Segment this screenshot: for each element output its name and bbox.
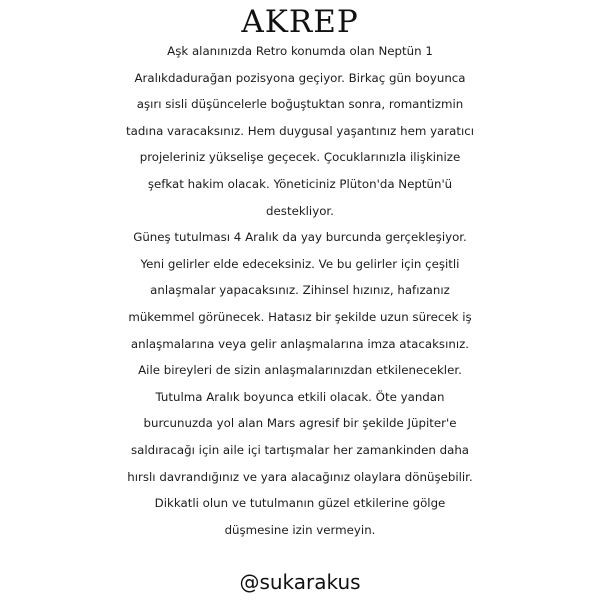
text-line: projeleriniz yükselişe geçecek. Çocuklarınızla ilişkinize: [139, 150, 461, 165]
text-line: tadına varacaksınız. Hem duygusal yaşantınız hem yaratıcı: [125, 123, 475, 138]
text-line: anlaşmalarına veya gelir anlaşmalarına imza atacaksınız.: [130, 336, 470, 351]
text-line: hırslı davrandığınız ve yara alacağınız olaylara dönüşebilir.: [127, 469, 473, 484]
text-line: Aile bireyleri de sizin anlaşmalarınızdan etkilenecekler.: [138, 363, 462, 378]
text-line: aşırı sisli düşüncelerle boğuştuktan sonra, romantizmin: [136, 97, 464, 112]
text-line: mükemmel görünecek. Hatasız bir şekilde uzun sürecek iş: [128, 309, 472, 324]
text-line: Güneş tutulması 4 Aralık da yay burcunda gerçekleşiyor.: [133, 230, 467, 245]
text-line: burcunuzda yol alan Mars agresif bir şekilde Jüpiter'e: [143, 416, 457, 431]
text-line: Yeni gelirler elde edeceksiniz. Ve bu gelirler için çeşitli: [140, 256, 460, 271]
text-line: Dikkatli olun ve tutulmanın güzel etkilerine gölge: [154, 496, 446, 511]
text-line: şefkat hakim olacak. Yöneticiniz Plüton'da Neptün'ü: [147, 176, 453, 191]
text-line: Aralıkdadurağan pozisyona geçiyor. Birkaç gün boyunca: [134, 70, 466, 85]
text-line: düşmesine izin vermeyin.: [224, 522, 376, 537]
horoscope-text: [0, 38, 600, 543]
text-line: Tutulma Aralık boyunca etkili olacak. Öte yandan: [155, 389, 445, 404]
page-title: AKREP: [241, 4, 359, 40]
text-line: destekliyor.: [266, 203, 334, 218]
text-line: anlaşmalar yapacaksınız. Zihinsel hızınız, hafızanız: [150, 283, 450, 298]
author-handle: @sukarakus: [239, 570, 361, 594]
text-line: saldıracağı için aile içi tartışmalar her zamankinden daha: [130, 442, 470, 457]
text-line: Aşk alanınızda Retro konumda olan Neptün 1: [167, 44, 433, 58]
